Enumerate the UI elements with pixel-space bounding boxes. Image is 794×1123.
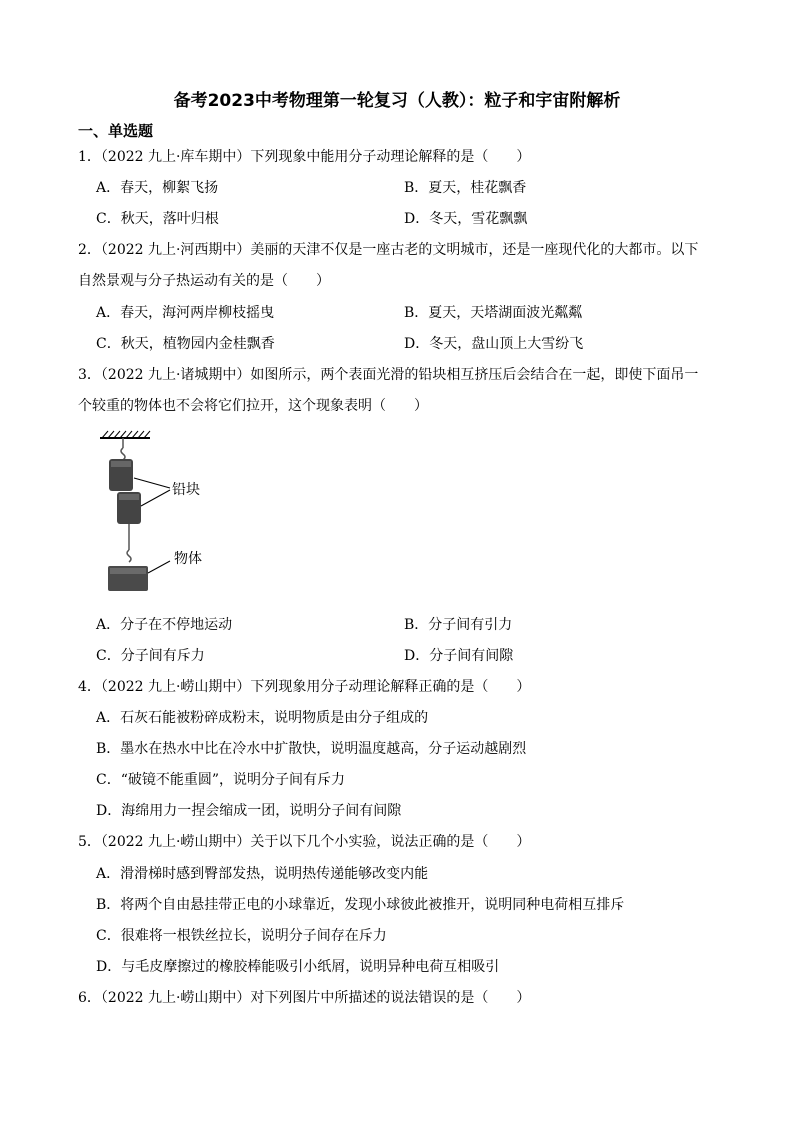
object-label-pointer bbox=[148, 561, 170, 573]
q3-option-d: D．分子间有间隙 bbox=[404, 648, 514, 664]
q2-option-d: D．冬天，盘山顶上大雪纷飞 bbox=[404, 336, 584, 352]
q4-option-d: D．海绵用力一捏会缩成一团，说明分子间有间隙 bbox=[96, 803, 402, 819]
q5-stem: 5．（2022 九上·崂山期中）关于以下几个小实验，说法正确的是（ ） bbox=[78, 834, 531, 850]
q1-option-d: D．冬天，雪花飘飘 bbox=[404, 211, 528, 227]
q5-option-c: C．很难将一根铁丝拉长，说明分子间存在斥力 bbox=[96, 928, 387, 944]
q3-option-c: C．分子间有斥力 bbox=[96, 648, 205, 664]
lead-label-pointer-1 bbox=[134, 478, 170, 488]
q3-option-b: B．分子间有引力 bbox=[404, 617, 513, 633]
q6-stem: 6．（2022 九上·崂山期中）对下列图片中所描述的说法错误的是（ ） bbox=[78, 990, 531, 1006]
q3-option-a: A．分子在不停地运动 bbox=[96, 617, 233, 633]
q4-option-c: C．“破镜不能重圆”，说明分子间有斥力 bbox=[96, 772, 346, 788]
q3-stem-line2: 个较重的物体也不会将它们拉开，这个现象表明（ ） bbox=[78, 398, 428, 414]
object-label: 物体 bbox=[174, 551, 202, 567]
lead-label-pointer-2 bbox=[141, 490, 170, 506]
q4-stem: 4．（2022 九上·崂山期中）下列现象用分子动理论解释正确的是（ ） bbox=[78, 679, 531, 695]
q4-option-a: A．石灰石能被粉碎成粉末，说明物质是由分子组成的 bbox=[96, 710, 429, 726]
q2-option-b: B．夏天，天塔湖面波光粼粼 bbox=[404, 305, 583, 321]
q3-stem-line1: 3．（2022 九上·诸城期中）如图所示，两个表面光滑的铅块相互挤压后会结合在一起，即使下面吊一 bbox=[78, 367, 699, 383]
q1-option-c: C．秋天，落叶归根 bbox=[96, 211, 219, 227]
q1-stem: 1．（2022 九上·库车期中）下列现象中能用分子动理论解释的是（ ） bbox=[78, 149, 531, 165]
section-heading: 一、单选题 bbox=[78, 122, 154, 140]
ceiling-hatch bbox=[102, 431, 150, 438]
q2-option-a: A．春天，海河两岸柳枝摇曳 bbox=[96, 305, 275, 321]
q4-option-b: B．墨水在热水中比在冷水中扩散快，说明温度越高，分子运动越剧烈 bbox=[96, 741, 527, 757]
q1-option-b: B．夏天，桂花飘香 bbox=[404, 180, 527, 196]
q2-stem-line1: 2．（2022 九上·河西期中）美丽的天津不仅是一座古老的文明城市，还是一座现代化的大都市。以下 bbox=[78, 242, 699, 258]
q5-option-d: D．与毛皮摩擦过的橡胶棒能吸引小纸屑，说明异种电荷互相吸引 bbox=[96, 959, 500, 975]
q5-option-b: B．将两个自由悬挂带正电的小球靠近，发现小球彼此被推开，说明同种电荷相互排斥 bbox=[96, 897, 625, 913]
lead-block-label: 铅块 bbox=[172, 482, 200, 498]
q1-option-a: A．春天，柳絮飞扬 bbox=[96, 180, 219, 196]
page-title: 备考2023中考物理第一轮复习（人教）：粒子和宇宙附解析 bbox=[173, 91, 621, 111]
q5-option-a: A．滑滑梯时感到臀部发热，说明热传递能够改变内能 bbox=[96, 866, 429, 882]
q2-stem-line2: 自然景观与分子热运动有关的是（ ） bbox=[78, 273, 330, 289]
q2-option-c: C．秋天，植物园内金桂飘香 bbox=[96, 336, 275, 352]
lead-blocks-figure bbox=[94, 428, 214, 598]
